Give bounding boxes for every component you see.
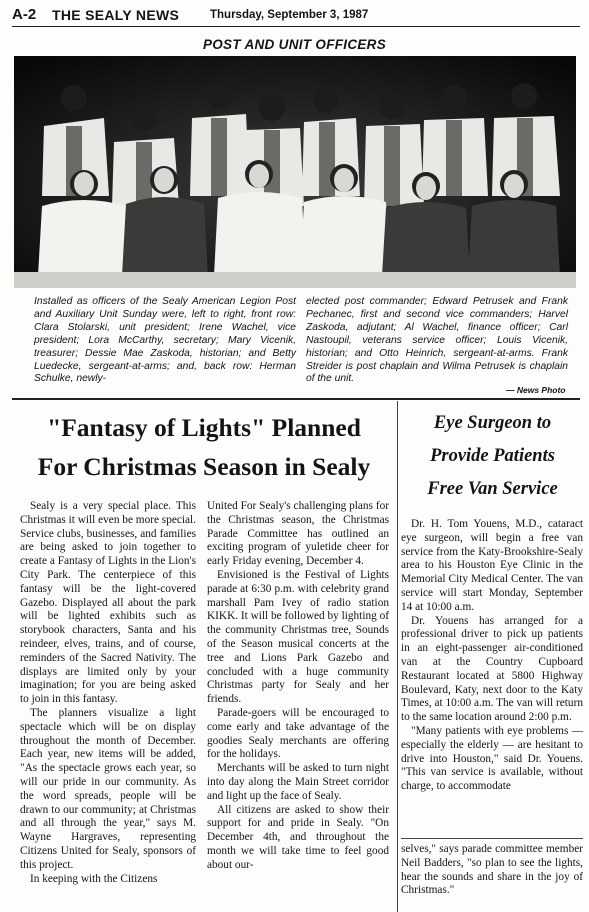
paragraph: Dr. H. Tom Youens, M.D., cataract eye surgeon, will begin a free van service from the Katy-Brookshire-Sealy area to his Houston Eye Clinic in the Memorial City Medical Center. The van service will start Monday, September 14 at 10:00 a.m.	[401, 518, 583, 613]
photo-caption-part-1: Installed as officers of the Sealy American Legion Post and Auxiliary Unit Sunday were, left to right, front row: Clara Stolarski, unit president; Irene Wachel, vice president; Lora McCarthy, secretary; Mary Vicenik, treasurer; Dessie Mae Zaskoda, historian; and Betty Luedecke, sergeant-at-arms; and, back row: Herman Schulke, newly-	[34, 296, 296, 385]
main-story-column-2	[207, 500, 389, 873]
paragraph: The planners visualize a light spectacle which will be on display throughout the month of December. Each year, new items will be added, "As the spectacle grows each year, so will our pride in our community. As the word spreads, people will be drawn to our community; at Christmas and all through the year," says M. Wayne Hargraves, representing Citizens United for Sealy, sponsors of this project.	[20, 706, 196, 871]
paragraph: "Many patients with eye problems — especially the elderly — are hesitant to drive into Houston," said Dr. Youens. "This van service is available, without charge, to accommodate	[401, 724, 583, 793]
main-story-continuation	[401, 843, 583, 898]
running-header	[12, 6, 582, 26]
side-headline-line-1: Eye Surgeon to	[433, 413, 552, 433]
paragraph: Envisioned is the Festival of Lights parade at 6:30 p.m. with celebrity grand marshall Pam Ivey of radio station KIKK. It will be followed by lighting of the community Christmas tree, Sounds of the Season musical concerts at the tree and Lions Park Gazebo and concluded with a huge community Christmas party for Sealy and her friends.	[207, 568, 389, 706]
main-headline-line-2: For Christmas Season in Sealy	[37, 452, 371, 481]
main-headline-line-1: "Fantasy of Lights" Planned	[47, 413, 361, 442]
photo-caption-part-2: elected post commander; Edward Petrusek and Frank Pechanec, first and second vice commanders; Harvel Zaskoda, adjutant; Al Wachel, finance officer; Carl Nastoupil, veterans service officer; Louis Vicenik, historian; and Otto Heinrich, sergeant-at-arms. Frank Streider is post chaplain and Wilma Petrusek is chaplain of the unit.	[306, 296, 568, 385]
paragraph: All citizens are asked to show their support for and pride in Sealy. "On December 4th, and throughout the month we will take time to feel good about our-	[207, 803, 389, 871]
column-divider	[397, 401, 398, 912]
paragraph: Merchants will be asked to turn night into day along the Main Street corridor and light up the face of Sealy.	[207, 762, 389, 802]
paragraph: In keeping with the Citizens	[30, 872, 158, 885]
main-story-column-1	[20, 500, 196, 886]
photo-section-title: POST AND UNIT OFFICERS	[202, 37, 387, 52]
side-headline-line-2: Provide Patients	[430, 446, 555, 466]
paragraph: Sealy is a very special place. This Christmas it will even be more special. Service clubs, businesses, and families are being asked to join together to create a Fantasy of Lights in the Lion's City Park. The centerpiece of this fantasy will be the light-covered Gazebo. Displayed all about the park will be lighted exhibits such as storybook characters, Santa and his reindeer, elves, trains, and of course, reminders of the Sacred Nativity. The displays are limited only by your imagination; for you are being asked to join in this fantasy.	[20, 500, 197, 706]
jump-divider	[401, 838, 583, 839]
officers-group-photo	[14, 56, 576, 288]
paragraph: Dr. Youens has arranged for a professional driver to pick up patients in an eight-passenger air-conditioned van at the Country Cupboard Restaurant located at 5800 Highway Boulevard, Katy, next door to the Katy Times, at 10:00 a.m. The van will return to the same location around 2:00 p.m.	[401, 614, 583, 724]
page-number: A-2	[12, 6, 37, 23]
paragraph: Parade-goers will be encouraged to come early and take advantage of the goodies Sealy merchants are offering for the holidays.	[207, 706, 389, 761]
newspaper-name: THE SEALY NEWS	[52, 7, 180, 23]
photo-credit: — News Photo	[506, 385, 566, 395]
header-rule	[12, 26, 580, 27]
issue-date: Thursday, September 3, 1987	[210, 9, 369, 21]
section-divider	[12, 398, 580, 400]
paragraph: United For Sealy's challenging plans for the Christmas season, the Christmas Parade Committee has outlined an exciting program of yuletide cheer for early Friday evening, December 4.	[207, 500, 389, 568]
side-headline-line-3: Free Van Service	[427, 479, 558, 499]
side-story-body	[401, 518, 583, 794]
paragraph: selves," says parade committee member Neil Badders, "so plan to see the lights, hear the sounds and share in the joy of Christmas."	[401, 843, 583, 897]
